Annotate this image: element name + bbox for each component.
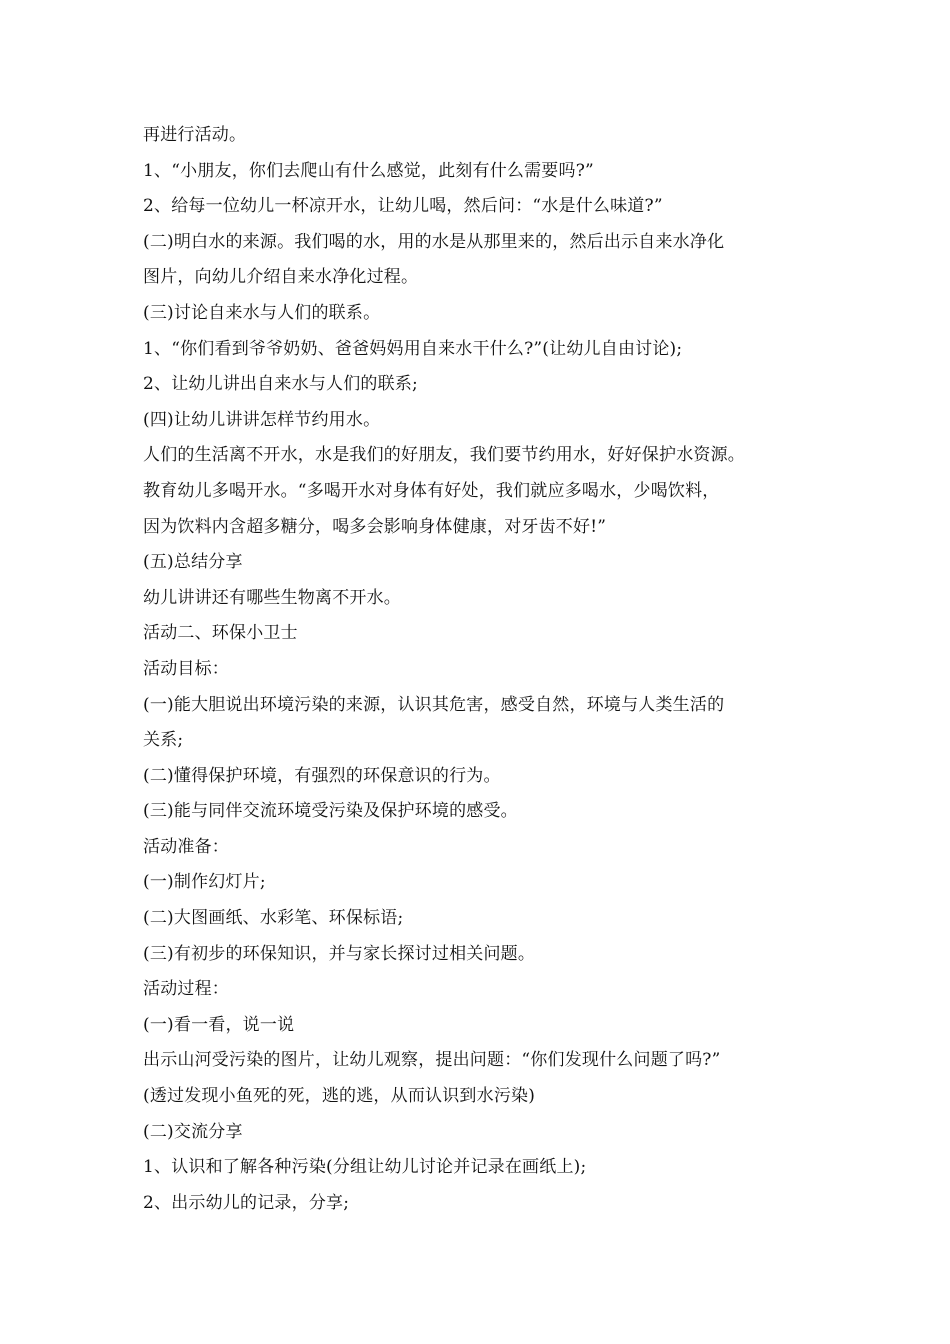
text-line: (三)有初步的环保知识，并与家长探讨过相关问题。: [143, 943, 536, 964]
text-line: 幼儿讲讲还有哪些生物离不开水。: [143, 587, 401, 608]
text-line: 关系;: [143, 730, 184, 751]
text-line: 2、给每一位幼儿一杯凉开水，让幼儿喝，然后问：“水是什么味道?”: [143, 196, 663, 217]
text-line: (一)能大胆说出环境污染的来源，认识其危害，感受自然，环境与人类生活的: [143, 694, 725, 715]
subsection-heading: 活动目标：: [143, 658, 229, 679]
text-line: 教育幼儿多喝开水。“多喝开水对身体有好处，我们就应多喝水，少喝饮料，: [143, 480, 720, 501]
text-line: (透过发现小鱼死的死，逃的逃，从而认识到水污染): [143, 1086, 536, 1107]
section-heading: 活动二、环保小卫士: [143, 623, 298, 644]
document-body: [143, 118, 823, 1221]
text-line: 因为饮料内含超多糖分，喝多会影响身体健康，对牙齿不好!”: [143, 516, 607, 537]
text-line: 1、“你们看到爷爷奶奶、爸爸妈妈用自来水干什么?”(让幼儿自由讨论);: [143, 338, 683, 359]
text-line: 再进行活动。: [143, 125, 247, 145]
text-line: (二)明白水的来源。我们喝的水，用的水是从那里来的，然后出示自来水净化: [143, 231, 725, 252]
text-line: (四)让幼儿讲讲怎样节约用水。: [143, 409, 381, 430]
subsection-heading: 活动准备：: [143, 836, 229, 857]
subsection-heading: 活动过程：: [143, 979, 229, 1000]
text-line: (三)能与同伴交流环境受污染及保护环境的感受。: [143, 801, 518, 822]
text-line: (二)大图画纸、水彩笔、环保标语;: [143, 908, 404, 929]
text-line: 1、认识和了解各种污染(分组让幼儿讨论并记录在画纸上);: [143, 1157, 587, 1178]
text-line: 图片，向幼儿介绍自来水净化过程。: [143, 267, 419, 288]
text-line: (二)懂得保护环境，有强烈的环保意识的行为。: [143, 765, 501, 786]
text-line: 1、“小朋友，你们去爬山有什么感觉，此刻有什么需要吗?”: [143, 160, 594, 181]
text-line: 出示山河受污染的图片，让幼儿观察，提出问题：“你们发现什么问题了吗?”: [143, 1050, 721, 1071]
text-line: 2、出示幼儿的记录，分享;: [143, 1192, 350, 1213]
text-line: (五)总结分享: [143, 552, 243, 573]
text-line: 2、让幼儿讲出自来水与人们的联系;: [143, 374, 418, 395]
text-line: (二)交流分享: [143, 1121, 243, 1142]
text-line: (一)制作幻灯片;: [143, 872, 266, 893]
text-line: (一)看一看，说一说: [143, 1014, 295, 1035]
text-line: 人们的生活离不开水，水是我们的好朋友，我们要节约用水，好好保护水资源。: [143, 445, 745, 466]
text-line: (三)讨论自来水与人们的联系。: [143, 302, 381, 323]
